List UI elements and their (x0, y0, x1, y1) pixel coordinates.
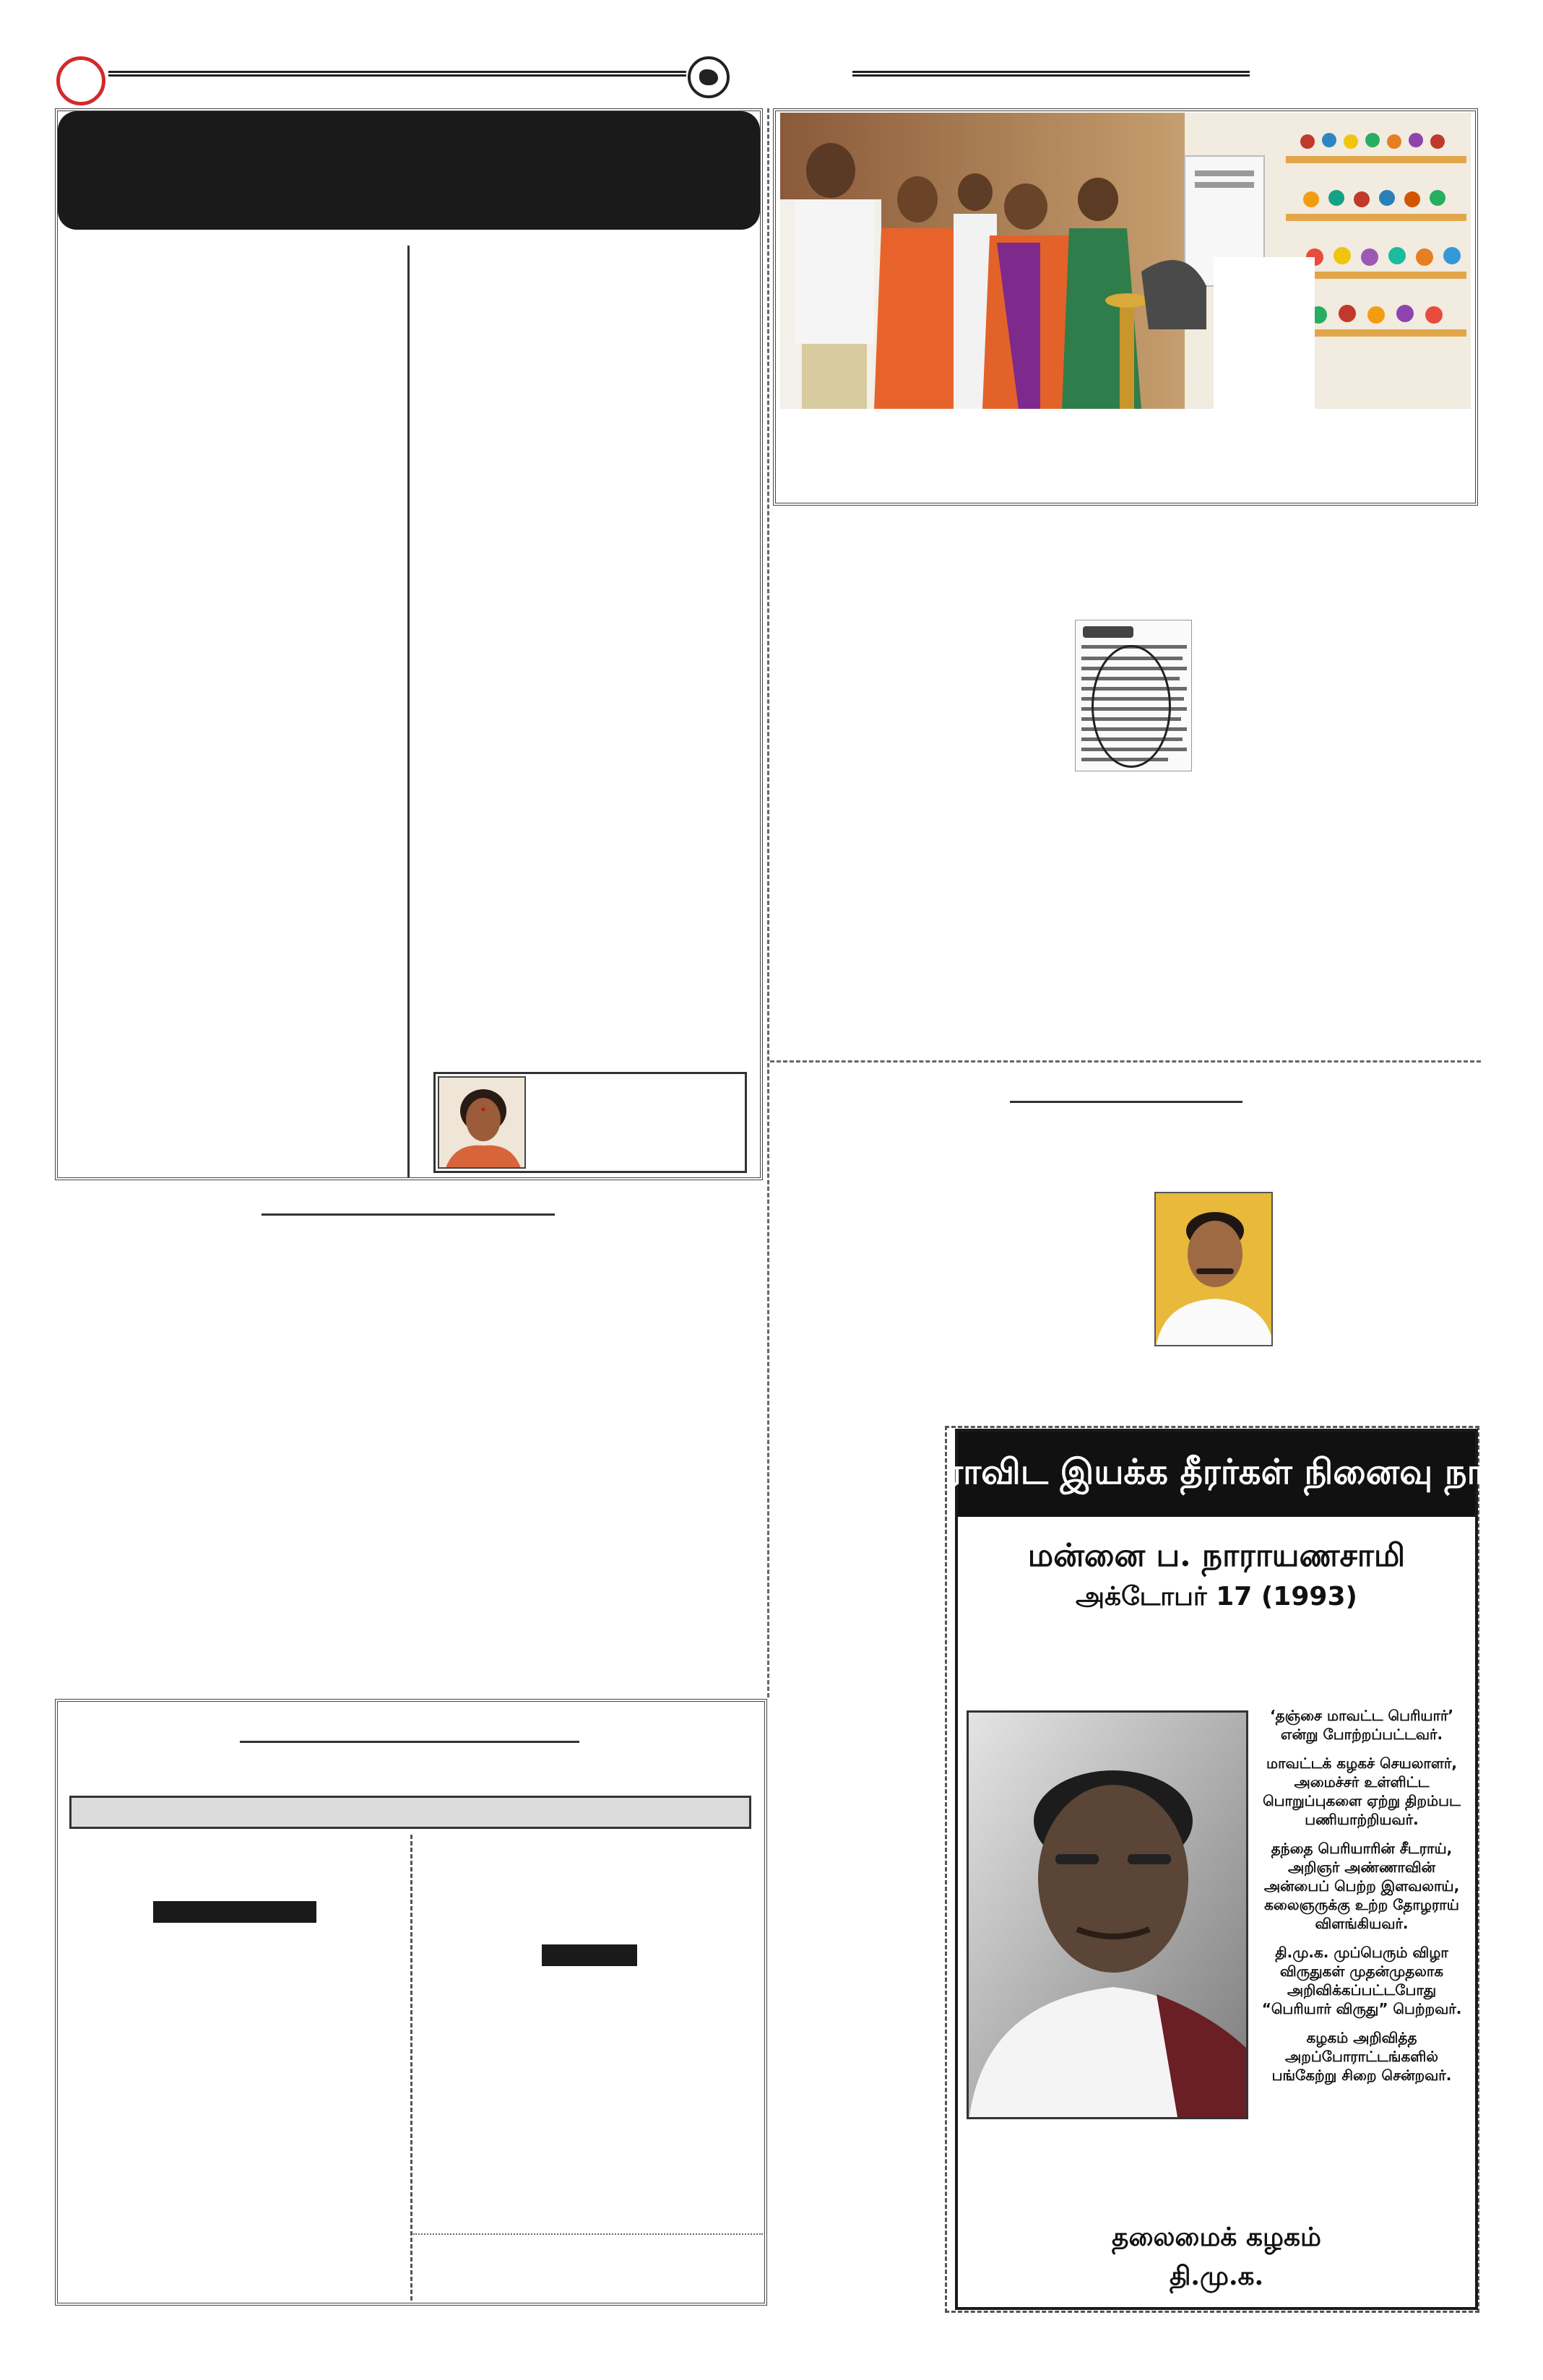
page-column-divider (767, 108, 769, 1697)
memorial-note: தி.மு.க. முப்பெரும் விழா விருதுகள் முதன்முதலாக அறிவிக்கப்பட்டபோது “பெரியார் விருது” பெற்றவர். (1261, 1944, 1462, 2017)
author-photo (438, 1076, 526, 1169)
notice-dotted-rule (413, 2233, 763, 2235)
subheading-rule-right (1010, 1101, 1242, 1103)
header-rule (108, 71, 686, 77)
event-photo (780, 113, 1471, 409)
notice-column-divider (410, 1835, 412, 2301)
newspaper-clipping-icon (1075, 620, 1192, 771)
header-rule-right (852, 71, 1250, 77)
subheading-rule (262, 1213, 555, 1216)
clipping-masthead (1083, 626, 1133, 638)
memorial-issuer: தலைமைக் கழகம் (1112, 2222, 1321, 2252)
page-number-circle (56, 56, 105, 105)
notice-heading-rule (240, 1741, 579, 1743)
memorial-note: மாவட்டக் கழகச் செயலாளர், அமைச்சர் உள்ளிட்ட பொறுப்புகளை ஏற்று திறம்பட பணியாற்றியவர். (1263, 1754, 1461, 1828)
party-logo-icon (688, 56, 730, 98)
column-divider (407, 246, 410, 1177)
memorial-banner-title: திராவிட இயக்க தீரர்கள் நினைவு நாள் (916, 1452, 1517, 1492)
notice-grey-band (69, 1796, 751, 1829)
memorial-party: தி.மு.க. (1169, 2261, 1264, 2291)
section-dashed-rule (770, 1060, 1481, 1063)
memorial-portrait (967, 1710, 1248, 2119)
memorial-note: கழகம் அறிவித்த அறப்போராட்டங்களில் பங்கேற்று சிறை சென்றவர். (1271, 2029, 1452, 2084)
feature-headline-banner (58, 111, 760, 230)
memorial-banner (916, 1432, 1517, 1517)
memorial-date: அக்டோபர் 17 (1993) (1076, 1582, 1357, 1611)
clipping-highlight-ellipse (1092, 645, 1171, 768)
leader-photo (1154, 1192, 1273, 1346)
notice-black-label (153, 1901, 316, 1923)
memorial-notes (1257, 1706, 1466, 2095)
memorial-note: தந்தை பெரியாரின் சீடராய், அறிஞர் அண்ணாவின் அன்பைப் பெற்ற இளவலாய், கலைஞருக்கு உற்ற தோழராய் விளங்கியவர். (1263, 1840, 1460, 1932)
memorial-note: ‘தஞ்சை மாவட்ட பெரியார்’ என்று போற்றப்பட்டவர். (1269, 1707, 1454, 1743)
notice-black-label-2 (542, 1944, 637, 1966)
memorial-person-name: மன்னை ப. நாராயணசாமி (1027, 1537, 1406, 1574)
